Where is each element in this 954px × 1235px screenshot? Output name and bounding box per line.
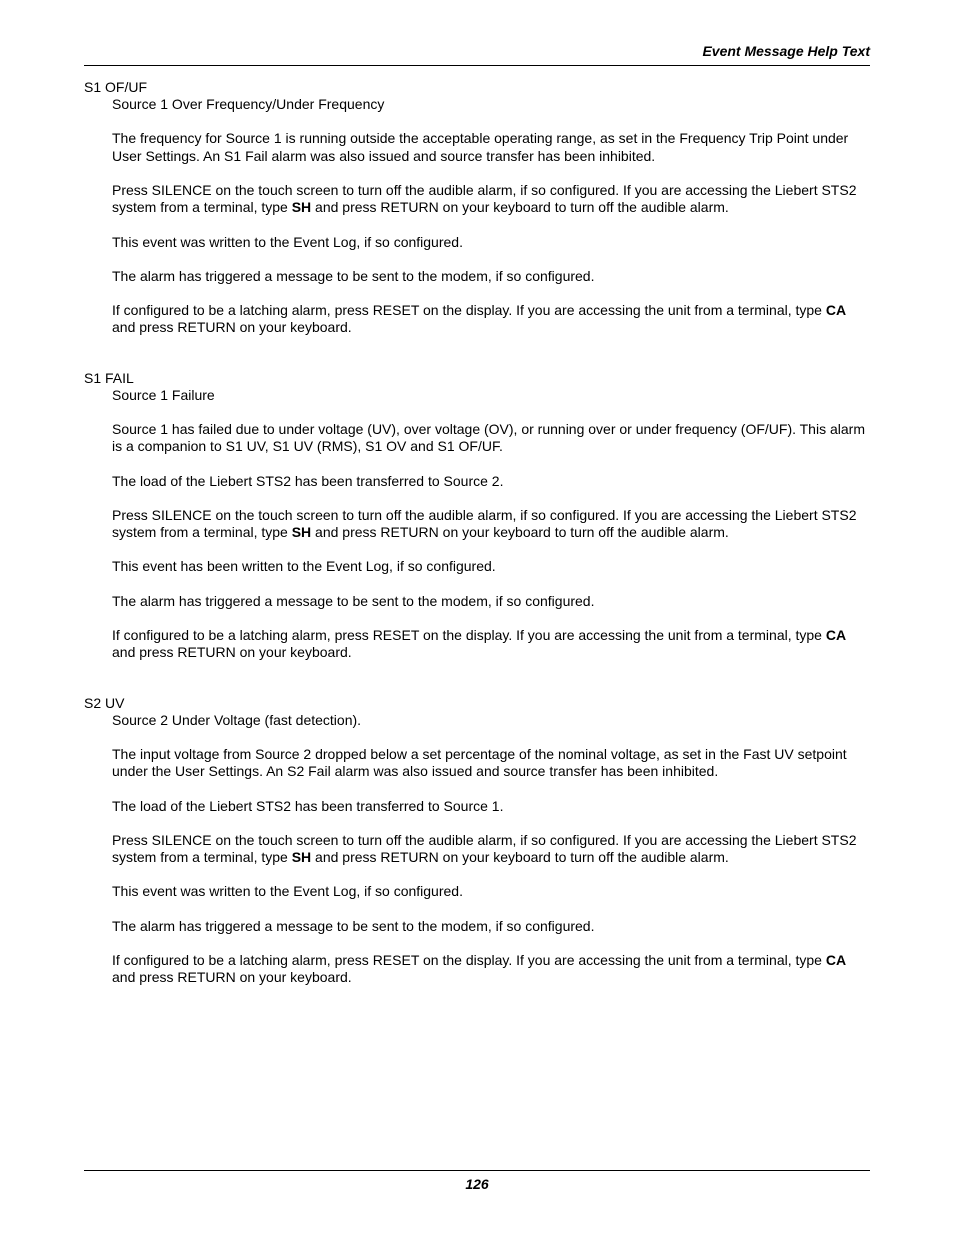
paragraph-text: and press RETURN on your keyboard. [112,644,352,661]
paragraph-text: Press SILENCE on the touch screen to turn off the audible alarm, if so configured. If you are accessing the Liebert STS2 system from a terminal, type [112,506,857,541]
event-paragraph [112,302,870,337]
event-section [84,695,870,987]
paragraph-text: and press RETURN on your keyboard to turn off the audible alarm. [311,524,729,541]
event-paragraph: The alarm has triggered a message to be sent to the modem, if so configured. [112,592,595,609]
event-section [84,370,870,662]
event-paragraph: The load of the Liebert STS2 has been transferred to Source 2. [112,472,504,489]
event-paragraph: The load of the Liebert STS2 has been transferred to Source 1. [112,797,504,814]
event-section [84,79,870,337]
event-paragraph [112,952,870,987]
document-body [84,79,870,1020]
event-paragraph: This event has been written to the Event Log, if so configured. [112,558,496,575]
paragraph-text: If configured to be a latching alarm, press RESET on the display. If you are accessing the unit from a terminal, type [112,951,826,968]
paragraph-text: and press RETURN on your keyboard to turn off the audible alarm. [311,199,729,216]
paragraph-text: Press SILENCE on the touch screen to turn off the audible alarm, if so configured. If you are accessing the Liebert STS2 system from a terminal, type [112,831,857,866]
footer-rule [84,1170,870,1171]
event-paragraph: The frequency for Source 1 is running outside the acceptable operating range, as set in the Frequency Trip Point under User Settings. An S1 Fail alarm was also issued and source transfer has been inhibited. [112,130,849,164]
paragraph-text: If configured to be a latching alarm, press RESET on the display. If you are accessing the unit from a terminal, type [112,626,826,643]
paragraph-text: and press RETURN on your keyboard to turn off the audible alarm. [311,849,729,866]
event-paragraph [112,627,870,662]
event-title: Source 1 Failure [112,387,215,404]
command-keyword: SH [291,849,312,866]
event-code: S1 OF/UF [84,79,148,95]
paragraph-text: Press SILENCE on the touch screen to turn off the audible alarm, if so configured. If you are accessing the Liebert STS2 system from a terminal, type [112,181,857,216]
event-paragraph: The input voltage from Source 2 dropped below a set percentage of the nominal voltage, as set in the Fast UV setpoint under the User Settings. An S2 Fail alarm was also issued and source transfer has been inhibited. [112,746,847,780]
event-code: S1 FAIL [84,369,134,386]
event-paragraph [112,507,870,542]
command-keyword: SH [291,199,312,216]
event-paragraph: This event was written to the Event Log, if so configured. [112,233,463,250]
event-paragraph: This event was written to the Event Log, if so configured. [112,883,463,900]
event-paragraph [112,832,870,867]
event-paragraph: Source 1 has failed due to under voltage (UV), over voltage (OV), or running over or under frequency (OF/UF). This alarm is a companion to S1 UV, S1 UV (RMS), S1 OV and S1 OF/UF. [112,421,865,455]
command-keyword: CA [825,626,847,643]
header-rule [84,65,870,66]
event-title: Source 2 Under Voltage (fast detection). [112,712,362,729]
paragraph-text: If configured to be a latching alarm, press RESET on the display. If you are accessing the unit from a terminal, type [112,301,826,318]
command-keyword: SH [291,524,312,541]
paragraph-text: and press RETURN on your keyboard. [112,319,352,336]
event-paragraph [112,182,870,217]
event-paragraph: The alarm has triggered a message to be sent to the modem, if so configured. [112,917,595,934]
command-keyword: CA [825,951,847,968]
event-title: Source 1 Over Frequency/Under Frequency [112,96,385,113]
event-paragraph: The alarm has triggered a message to be sent to the modem, if so configured. [112,267,595,284]
event-code: S2 UV [84,694,125,711]
paragraph-text: and press RETURN on your keyboard. [112,969,352,986]
command-keyword: CA [825,301,847,318]
running-header: Event Message Help Text [702,43,870,59]
page-number: 126 [465,1176,489,1192]
